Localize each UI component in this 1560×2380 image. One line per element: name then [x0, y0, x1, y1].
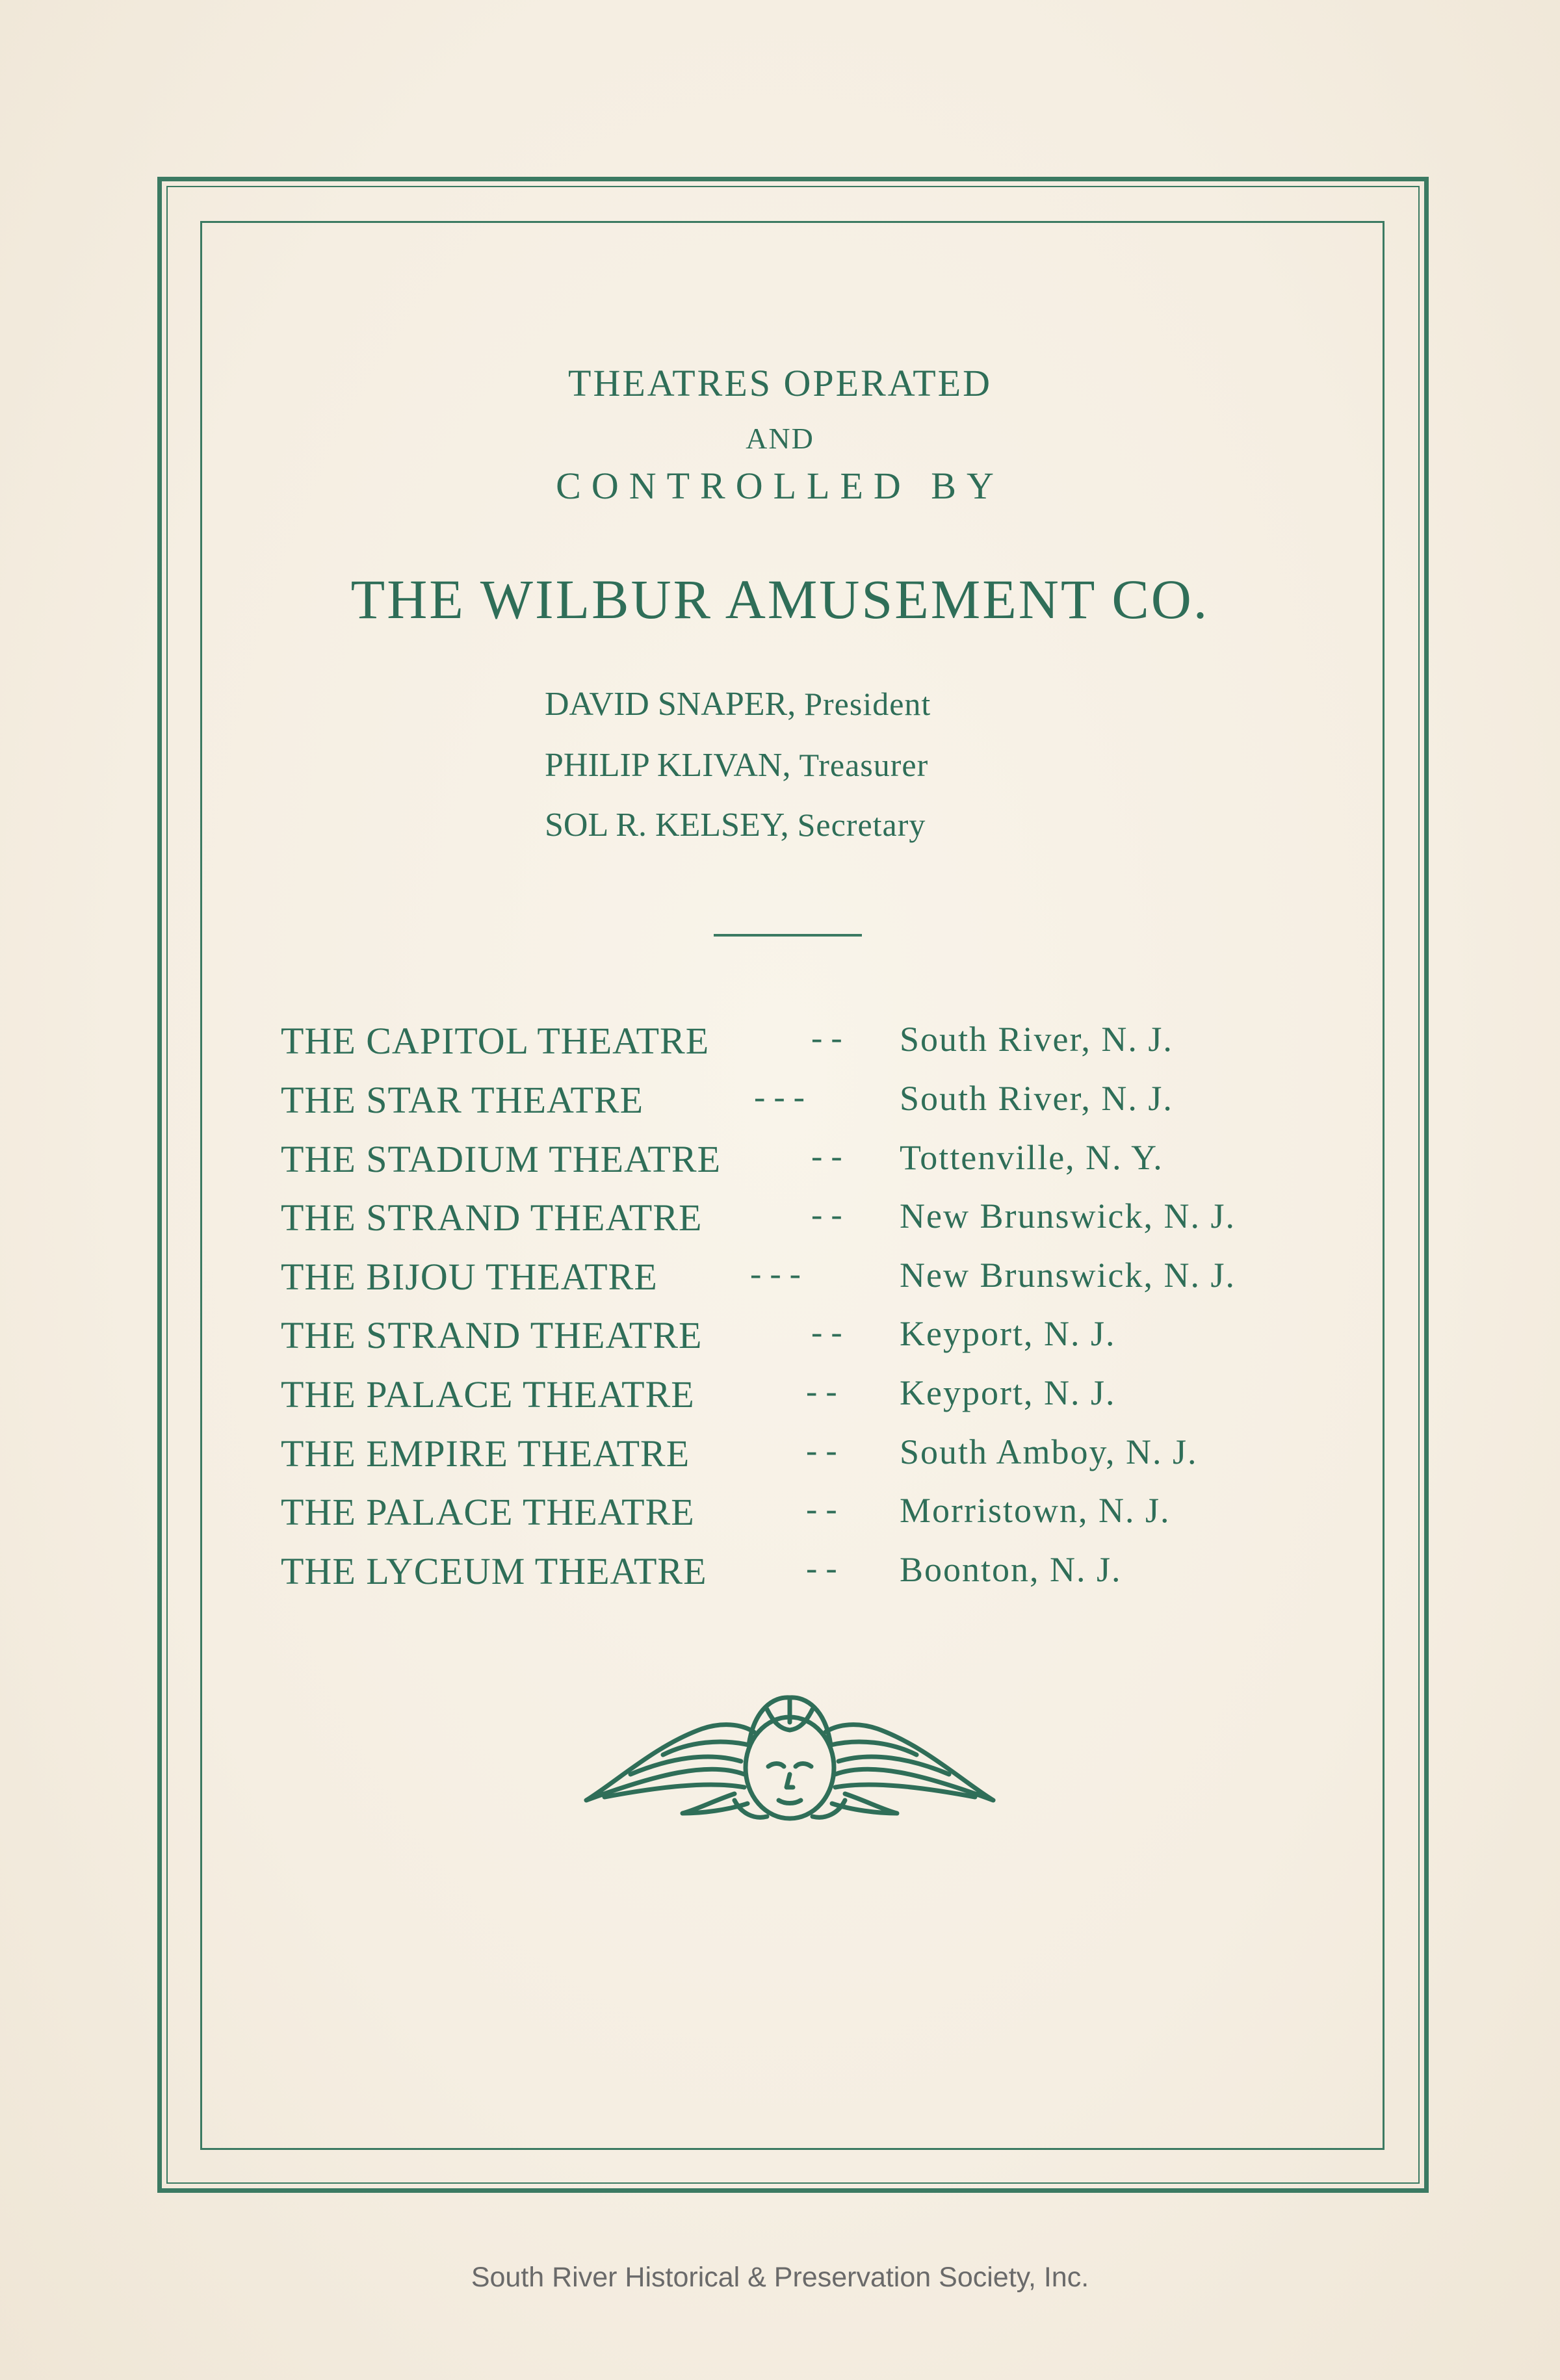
theatre-name: THE STRAND THEATRE [281, 1196, 703, 1239]
theatre-row [0, 1313, 1560, 1365]
theatre-dashes: - - [811, 1314, 842, 1351]
theatre-location: Morristown, N. J. [900, 1491, 1171, 1530]
theatre-location: Tottenville, N. Y. [900, 1138, 1164, 1177]
officer-name: SOL R. KELSEY, [545, 807, 789, 844]
theatre-dashes: - - [811, 1138, 842, 1175]
footer-credit: South River Historical & Preservation Society, Inc. [471, 2262, 1089, 2293]
theatre-row [0, 1255, 1560, 1307]
theatre-name: THE PALACE THEATRE [281, 1373, 695, 1416]
theatre-name: THE STAR THEATRE [281, 1079, 644, 1121]
company-name: THE WILBUR AMUSEMENT CO. [350, 568, 1210, 630]
theatre-row [0, 1019, 1560, 1071]
theatre-dashes: - - [806, 1373, 837, 1410]
theatre-row [0, 1549, 1560, 1601]
theatre-name: THE BIJOU THEATRE [281, 1256, 658, 1298]
theatre-row [0, 1078, 1560, 1130]
officer-secretary [545, 806, 926, 844]
theatre-dashes: - - [811, 1020, 842, 1057]
officer-president [545, 685, 931, 723]
theatre-location: New Brunswick, N. J. [900, 1256, 1236, 1295]
officer-name: PHILIP KLIVAN, [545, 747, 791, 784]
theatre-name: THE STADIUM THEATRE [281, 1138, 722, 1180]
heading-line-2: AND [746, 422, 814, 455]
theatre-row [0, 1490, 1560, 1542]
officer-role: President [804, 686, 931, 722]
officer-name: DAVID SNAPER, [545, 686, 796, 723]
theatre-name: THE LYCEUM THEATRE [281, 1550, 707, 1592]
officer-treasurer [545, 746, 928, 784]
theatre-location: New Brunswick, N. J. [900, 1196, 1236, 1235]
theatre-dashes: - - [806, 1432, 837, 1469]
officer-role: Secretary [797, 807, 926, 843]
theatre-dashes: - - [811, 1196, 842, 1234]
theatre-location: Keyport, N. J. [900, 1373, 1116, 1412]
theatre-row [0, 1432, 1560, 1484]
divider-rule [714, 934, 862, 937]
heading-line-1: THEATRES OPERATED [568, 362, 992, 404]
theatre-row [0, 1373, 1560, 1425]
officer-role: Treasurer [799, 747, 929, 783]
heading-line-3: CONTROLLED BY [556, 465, 1004, 507]
theatre-row [0, 1196, 1560, 1248]
theatre-row [0, 1137, 1560, 1189]
theatre-dashes: - - [806, 1491, 837, 1528]
theatre-location: Boonton, N. J. [900, 1550, 1122, 1589]
theatre-location: Keyport, N. J. [900, 1314, 1116, 1353]
winged-cherub-icon [578, 1683, 1001, 1826]
theatre-name: THE PALACE THEATRE [281, 1491, 695, 1533]
theatre-dashes: - - [806, 1550, 837, 1587]
theatre-name: THE EMPIRE THEATRE [281, 1432, 690, 1475]
theatre-dashes: - - - [754, 1079, 805, 1116]
theatre-location: South River, N. J. [900, 1020, 1173, 1059]
theatre-name: THE STRAND THEATRE [281, 1314, 703, 1356]
theatre-location: South Amboy, N. J. [900, 1432, 1198, 1471]
theatre-name: THE CAPITOL THEATRE [281, 1020, 710, 1062]
theatre-dashes: - - - [750, 1256, 801, 1293]
theatre-location: South River, N. J. [900, 1079, 1173, 1118]
